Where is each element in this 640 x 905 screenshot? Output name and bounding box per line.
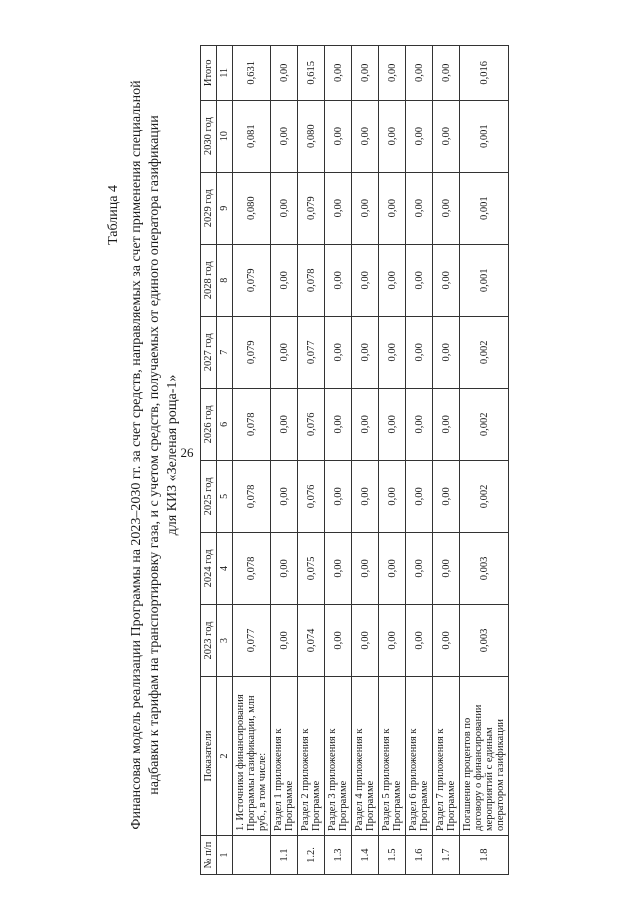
value-cell: 0,00: [433, 100, 460, 172]
value-cell: 0,00: [379, 46, 406, 101]
value-cell: 0,00: [406, 316, 433, 388]
value-cell: 0,00: [352, 244, 379, 316]
value-cell: 0,078: [233, 460, 271, 532]
row-number: 1.8: [460, 836, 509, 875]
value-cell: 0,00: [433, 316, 460, 388]
value-cell: 0,00: [406, 46, 433, 101]
col-number: 3: [217, 604, 233, 676]
value-cell: 0,00: [325, 46, 352, 101]
col-number: 4: [217, 532, 233, 604]
value-cell: 0,00: [271, 460, 298, 532]
value-cell: 0,00: [325, 460, 352, 532]
value-cell: 0,00: [352, 388, 379, 460]
value-cell: 0,00: [379, 604, 406, 676]
value-cell: 0,078: [233, 532, 271, 604]
value-cell: 0,00: [325, 316, 352, 388]
value-cell: 0,00: [325, 100, 352, 172]
row-number: [233, 836, 271, 875]
value-cell: 0,00: [406, 244, 433, 316]
title-line: надбавки к тарифам на транспортировку газа, и с учетом средств, получаемых от единого оператора газификации: [147, 115, 162, 795]
table-row: [298, 46, 325, 875]
value-cell: 0,00: [406, 460, 433, 532]
col-header: 2026 год: [201, 388, 217, 460]
value-cell: 0,00: [433, 172, 460, 244]
col-number: 8: [217, 244, 233, 316]
col-number: 1: [217, 836, 233, 875]
value-cell: 0,00: [352, 46, 379, 101]
value-cell: 0,001: [460, 172, 509, 244]
value-cell: 0,615: [298, 46, 325, 101]
row-number: 1.7: [433, 836, 460, 875]
value-cell: 0,001: [460, 244, 509, 316]
value-cell: 0,001: [460, 100, 509, 172]
table-row: [233, 46, 271, 875]
value-cell: 0,080: [233, 172, 271, 244]
value-cell: 0,00: [271, 532, 298, 604]
value-cell: 0,00: [352, 100, 379, 172]
value-cell: 0,016: [460, 46, 509, 101]
document-title: [128, 45, 182, 865]
value-cell: 0,075: [298, 532, 325, 604]
value-cell: 0,002: [460, 388, 509, 460]
col-number: 9: [217, 172, 233, 244]
col-number: 6: [217, 388, 233, 460]
value-cell: 0,00: [271, 100, 298, 172]
value-cell: 0,079: [233, 316, 271, 388]
value-cell: 0,00: [352, 316, 379, 388]
col-header: 2024 год: [201, 532, 217, 604]
row-label: Раздел 2 приложения к Программе: [298, 677, 325, 836]
col-number: 2: [217, 677, 233, 836]
value-cell: 0,079: [298, 172, 325, 244]
value-cell: 0,003: [460, 532, 509, 604]
row-number: 1.6: [406, 836, 433, 875]
value-cell: 0,00: [379, 316, 406, 388]
row-number: 1.1: [271, 836, 298, 875]
value-cell: 0,00: [379, 100, 406, 172]
row-label: Раздел 3 приложения к Программе: [325, 677, 352, 836]
table-label: Таблица 4: [106, 185, 121, 245]
value-cell: 0,00: [325, 172, 352, 244]
col-header: 2030 год: [201, 100, 217, 172]
value-cell: 0,00: [325, 388, 352, 460]
value-cell: 0,00: [406, 100, 433, 172]
title-line: Финансовая модель реализации Программы на 2023–2030 гг. за счет средств, направляемых за счет применения специальной: [129, 80, 144, 830]
value-cell: 0,080: [298, 100, 325, 172]
value-cell: 0,00: [352, 172, 379, 244]
value-cell: 0,00: [271, 316, 298, 388]
table-row: [352, 46, 379, 875]
row-number: 1.4: [352, 836, 379, 875]
value-cell: 0,003: [460, 604, 509, 676]
col-header: 2023 год: [201, 604, 217, 676]
col-header: 2027 год: [201, 316, 217, 388]
value-cell: 0,077: [233, 604, 271, 676]
value-cell: 0,077: [298, 316, 325, 388]
col-number: 7: [217, 316, 233, 388]
value-cell: 0,00: [433, 604, 460, 676]
value-cell: 0,00: [271, 388, 298, 460]
table-row: [433, 46, 460, 875]
value-cell: 0,078: [233, 388, 271, 460]
value-cell: 0,00: [406, 604, 433, 676]
table-row: [271, 46, 298, 875]
value-cell: 0,631: [233, 46, 271, 101]
col-header: Итого: [201, 46, 217, 101]
value-cell: 0,076: [298, 388, 325, 460]
row-label: Раздел 4 приложения к Программе: [352, 677, 379, 836]
col-header: Показатели: [201, 677, 217, 836]
col-header: 2029 год: [201, 172, 217, 244]
col-header: 2025 год: [201, 460, 217, 532]
value-cell: 0,00: [406, 388, 433, 460]
page-number: 26: [180, 445, 194, 460]
value-cell: 0,079: [233, 244, 271, 316]
row-label: Раздел 7 приложения к Программе: [433, 677, 460, 836]
value-cell: 0,076: [298, 460, 325, 532]
row-label: Раздел 1 приложения к Программе: [271, 677, 298, 836]
value-cell: 0,00: [271, 604, 298, 676]
table-row: [379, 46, 406, 875]
value-cell: 0,00: [379, 244, 406, 316]
value-cell: 0,00: [271, 244, 298, 316]
row-number: 1.3: [325, 836, 352, 875]
col-header: № п/п: [201, 836, 217, 875]
col-header: 2028 год: [201, 244, 217, 316]
title-line: для КИЗ «Зеленая роща-1»: [165, 374, 180, 536]
value-cell: 0,00: [352, 460, 379, 532]
value-cell: 0,00: [271, 172, 298, 244]
value-cell: 0,00: [352, 532, 379, 604]
value-cell: 0,00: [433, 532, 460, 604]
table-row: [325, 46, 352, 875]
value-cell: 0,00: [352, 604, 379, 676]
row-label: Раздел 5 приложения к Программе: [379, 677, 406, 836]
column-number-row: [217, 46, 233, 875]
col-number: 10: [217, 100, 233, 172]
value-cell: 0,00: [433, 460, 460, 532]
value-cell: 0,00: [433, 46, 460, 101]
value-cell: 0,074: [298, 604, 325, 676]
row-label: Раздел 6 приложения к Программе: [406, 677, 433, 836]
rotated-page-content: [40, 25, 610, 885]
value-cell: 0,00: [325, 532, 352, 604]
value-cell: 0,00: [379, 388, 406, 460]
row-number: 1.2.: [298, 836, 325, 875]
row-label: 1. Источники финансирования Программы газификации, млн руб., в том числе:: [233, 677, 271, 836]
value-cell: 0,00: [325, 244, 352, 316]
row-number: 1.5: [379, 836, 406, 875]
value-cell: 0,00: [379, 532, 406, 604]
value-cell: 0,00: [433, 244, 460, 316]
col-number: 11: [217, 46, 233, 101]
table-row: [406, 46, 433, 875]
value-cell: 0,078: [298, 244, 325, 316]
value-cell: 0,00: [406, 172, 433, 244]
value-cell: 0,00: [379, 172, 406, 244]
value-cell: 0,00: [433, 388, 460, 460]
col-number: 5: [217, 460, 233, 532]
value-cell: 0,00: [271, 46, 298, 101]
value-cell: 0,00: [379, 460, 406, 532]
value-cell: 0,002: [460, 316, 509, 388]
table-row: [460, 46, 509, 875]
value-cell: 0,00: [325, 604, 352, 676]
financial-model-table: [200, 45, 509, 875]
row-label: Погашение процентов по договору о финансировании мероприятий с единым оператором газификации: [460, 677, 509, 836]
header-row: [201, 46, 217, 875]
value-cell: 0,00: [406, 532, 433, 604]
value-cell: 0,081: [233, 100, 271, 172]
value-cell: 0,002: [460, 460, 509, 532]
table-body: [233, 46, 509, 875]
